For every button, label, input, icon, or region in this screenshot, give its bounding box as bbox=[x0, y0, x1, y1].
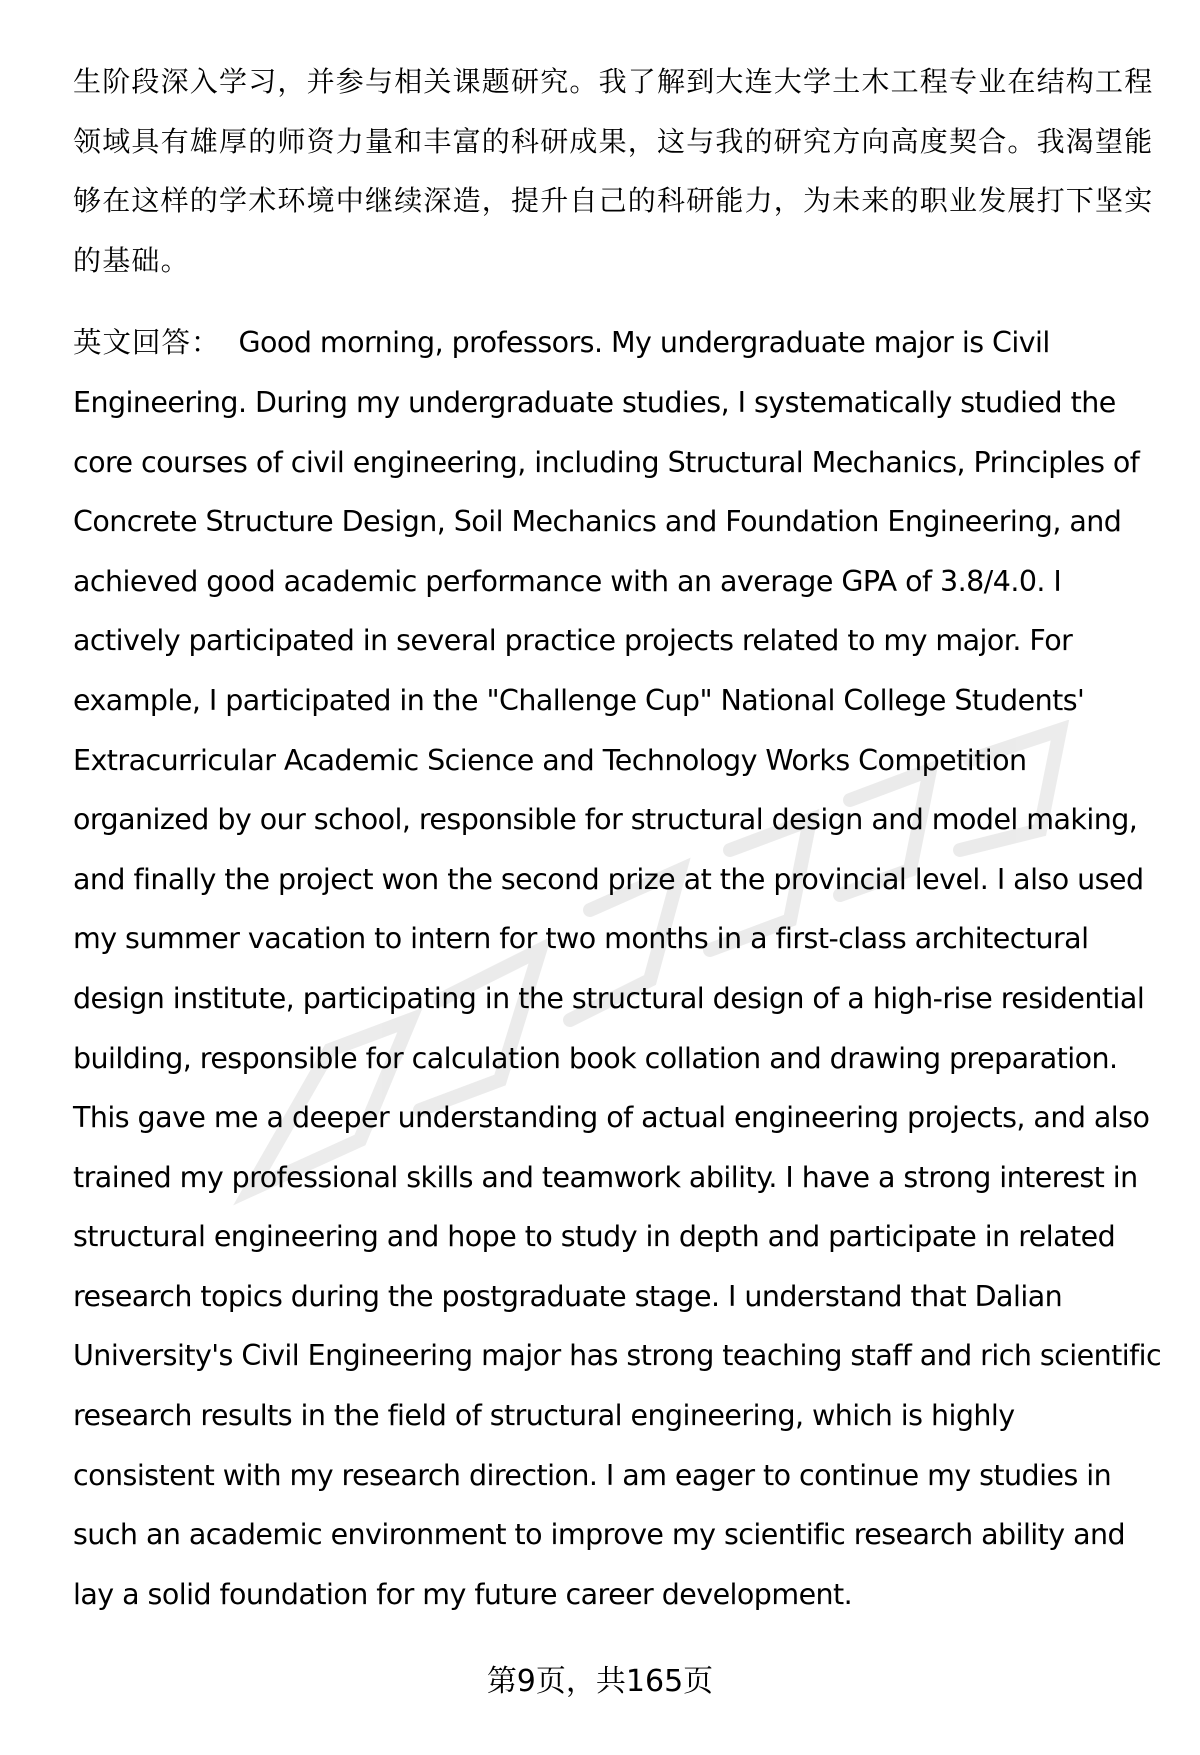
english-answer-text: Good morning, professors. My undergraduate major is Civil Engineering. During my undergraduate studies, I systematically studied the core courses of civil engineering, including Structural Mechanics, Principles of Concrete Structure Design, Soil Mechanics and Foundation Engineering, and achieved good academic performance with an average GPA of 3.8/4.0. I actively participated in several practice projects related to my major. For example, I participated in the "Challenge Cup" National College Students' Extracurricular Academic Science and Technology Works Competition organized by our school, responsible for structural design and model making, and finally the project won the second prize at the provincial level. I also used my summer vacation to intern for two months in a first-class architectural design institute, participating in the structural design of a high-rise residential building, responsible for calculation book collation and drawing preparation. This gave me a deeper understanding of actual engineering projects, and also trained my professional skills and teamwork ability. I have a strong interest in structural engineering and hope to study in depth and participate in related research topics during the postgraduate stage. I understand that Dalian University's Civil Engineering major has strong teaching staff and rich scientific research results in the field of structural engineering, which is highly consistent with my research direction. I am eager to continue my studies in such an academic environment to improve my scientific research ability and lay a solid foundation for my future career development. bbox=[73, 326, 1162, 1611]
english-answer-label: 英文回答： bbox=[73, 326, 221, 360]
chinese-paragraph: 生阶段深入学习，并参与相关课题研究。我了解到大连大学土木工程专业在结构工程领域具有雄厚的师资力量和丰富的科研成果，这与我的研究方向高度契合。我渴望能够在这样的学术环境中继续深造，提升自己的科研能力，为未来的职业发展打下坚实的基础。 bbox=[73, 65, 1154, 277]
page-number-footer: 第9页，共165页 bbox=[486, 1664, 714, 1699]
document-body bbox=[73, 52, 1163, 1624]
english-answer-paragraph bbox=[73, 313, 1163, 1624]
